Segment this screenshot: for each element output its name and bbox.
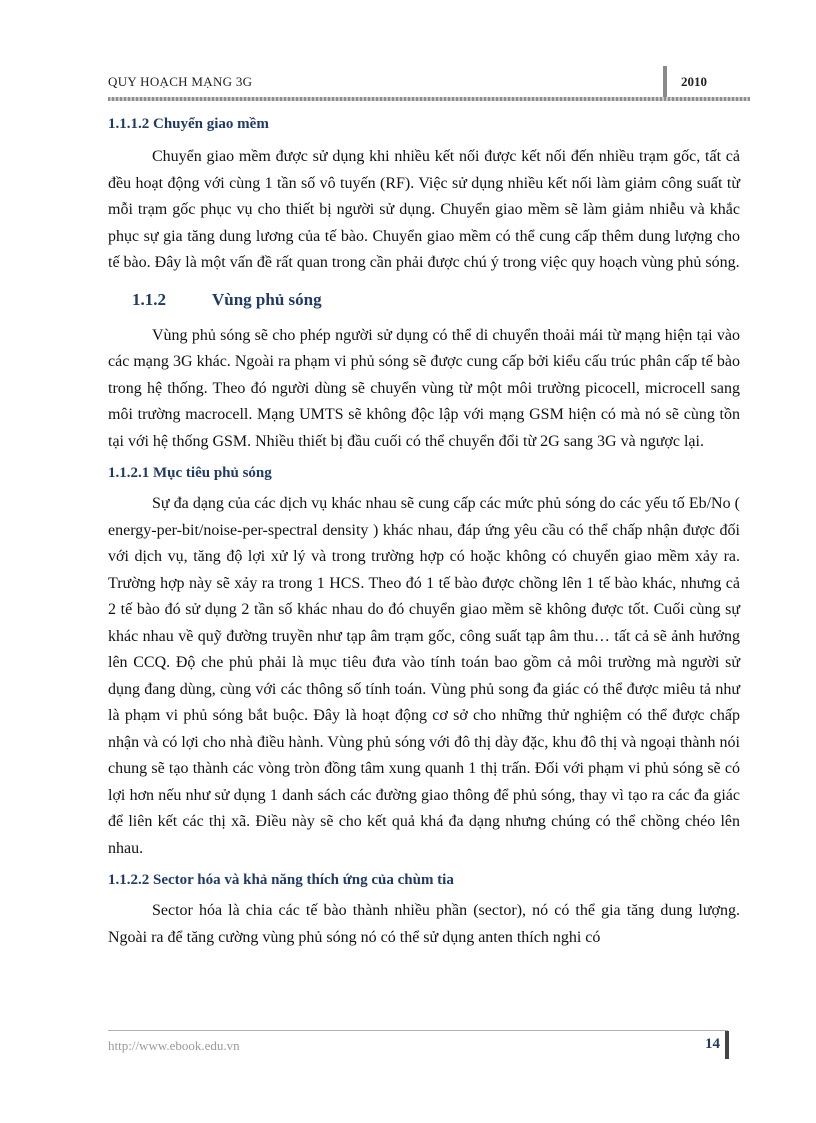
header-title: QUY HOẠCH MẠNG 3G — [108, 74, 253, 89]
heading-chuyen-giao-mem: 1.1.1.2 Chuyển giao mềm — [108, 116, 269, 132]
paragraph-vung-phu-song: Vùng phủ sóng sẽ cho phép người sử dụng có thể di chuyển thoải mái từ mạng hiện tại vào các mạng 3G khác. Ngoài ra phạm vi phủ sóng sẽ được cung cấp bởi kiểu cấu trúc phân cấp tế bào trong hệ thống. Theo đó người dùng sẽ chuyển vùng từ một môi trường picocell, microcell sang môi trường macrocell. Mạng UMTS sẽ không độc lập với mạng GSM hiện có mà nó sẽ cùng tồn tại với hệ thống GSM. Nhiều thiết bị đầu cuối có thể chuyển đổi từ 2G sang 3G và ngược lại. — [108, 326, 740, 450]
paragraph-muc-tieu-phu-song: Sự đa dạng của các dịch vụ khác nhau sẽ cung cấp các mức phủ sóng do các yếu tố Eb/No ( energy-per-bit/noise-per-spectral density ) khác nhau, đáp ứng yêu cầu có thể chấp nhận được đối với dịch vụ, tăng độ lợi xử lý và trong trường hợp có hoặc không có chuyển giao mềm xảy ra. Trường hợp này sẽ xảy ra trong 1 HCS. Theo đó 1 tế bào được chồng lên 1 tế bào khác, nhưng cả 2 tế bào đó sử dụng 2 tần số khác nhau do đó chuyển giao mềm sẽ không được tốt. Cuối cùng sự khác nhau về quỹ đường truyền như tạp âm trạm gốc, công suất tạp âm thu… tất cả sẽ ảnh hưởng lên CCQ. Độ che phủ phải là mục tiêu đưa vào tính toán bao gồm cả môi trường mà người sử dụng đang dùng, cùng với các thông số tính toán. Vùng phủ song đa giác có thể được miêu tả như là phạm vi phủ sóng bắt buộc. Đây là hoạt động cơ sở cho những thử nghiệm có thể được chấp nhận và có lợi cho nhà điều hành. Vùng phủ sóng với đô thị dày đặc, khu đô thị và ngoại thành nói chung sẽ tạo thành các vòng tròn đồng tâm xung quanh 1 thị trấn. Đối với phạm vi phủ sóng sẽ có lợi hơn nếu như sử dụng 1 danh sách các đường giao thông để phủ sóng, thay vì tạo ra các đa giác để liên kết các thị xã. Điều này sẽ cho kết quả khá đa dạng nhưng chúng có thể chồng chéo lên nhau. — [108, 495, 740, 857]
footer-bar — [725, 1031, 729, 1059]
footer-rule — [108, 1030, 728, 1031]
section-number: 1.1.2 — [132, 289, 166, 309]
section-title: Vùng phủ sóng — [212, 289, 322, 309]
page-header — [108, 66, 748, 96]
header-rule — [108, 97, 750, 101]
document-body — [108, 112, 740, 951]
header-year: 2010 — [681, 74, 707, 89]
header-separator — [663, 66, 667, 98]
page-number: 14 — [705, 1036, 720, 1052]
heading-muc-tieu-phu-song: 1.1.2.1 Mục tiêu phủ sóng — [108, 465, 272, 481]
paragraph-sector-hoa: Sector hóa là chia các tế bào thành nhiều phần (sector), nó có thể gia tăng dung lượng. Ngoài ra để tăng cường vùng phủ sóng nó có thể sử dụng anten thích nghi có — [108, 902, 740, 946]
paragraph-chuyen-giao-mem: Chuyển giao mềm được sử dụng khi nhiều kết nối được kết nối đến nhiều trạm gốc, tất cả đều hoạt động với cùng 1 tần số vô tuyến (RF). Việc sử dụng nhiều kết nối làm giảm công suất từ mỗi trạm gốc phục vụ cho thiết bị người sử dụng. Chuyển giao mềm sẽ làm giảm nhiễu và khắc phục sự gia tăng dung lương của tế bào. Chuyển giao mềm có thể cung cấp thêm dung lượng cho tế bào. Đây là một vấn đề rất quan trong cần phải được chú ý trong việc quy hoạch vùng phủ sóng. — [108, 148, 740, 271]
heading-sector-hoa: 1.1.2.2 Sector hóa và khả năng thích ứng của chùm tia — [108, 872, 454, 888]
heading-vung-phu-song — [108, 287, 740, 313]
footer-url-link[interactable]: http://www.ebook.edu.vn — [108, 1038, 240, 1053]
